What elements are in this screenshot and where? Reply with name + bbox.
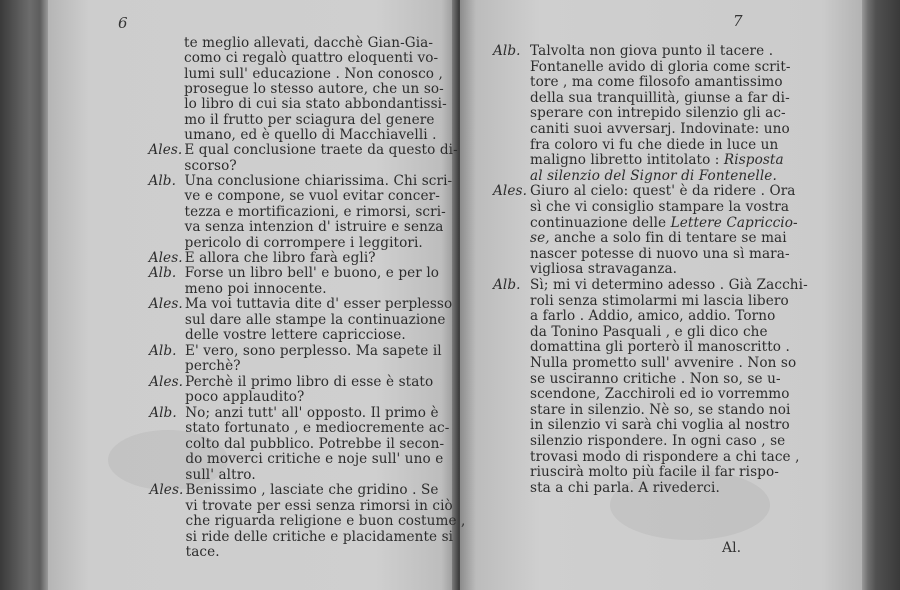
line-text: fra coloro vi fu che diede in luce un (530, 136, 779, 153)
line-text: Una conclusione chiarissima. Chi scri- (184, 173, 453, 190)
text-line (149, 405, 438, 422)
line-text: do moverci critiche e noje sull' uno e (185, 451, 444, 468)
line-text: della sua tranquillità, giunse a far di- (530, 89, 790, 106)
text-line (530, 90, 790, 107)
text-line (530, 464, 779, 481)
line-text: Sì; mi vi determino adesso . Già Zacchi- (530, 277, 808, 293)
line-text: colto dal pubblico. Potrebbe il secon- (185, 435, 445, 452)
text-line (530, 199, 789, 216)
text-line (530, 324, 768, 341)
line-text: E allora che libro farà egli? (184, 249, 376, 266)
text-line (185, 389, 304, 406)
line-text: ve e compone, se vuol evitar concer- (184, 188, 440, 205)
line-text: si ride delle critiche e placidamente si (185, 528, 454, 545)
line-text: lumi sull' educazione . Non conosco , (184, 65, 443, 82)
line-text: Fontanelle avido di gloria come scrit- (530, 58, 791, 75)
line-text: Forse un libro bell' e buono, e per lo (184, 265, 440, 282)
line-text: tore , ma come filosofo amantissimo (530, 74, 783, 91)
line-text: nascer potesse di nuovo una sì mara- (530, 245, 790, 262)
speaker-label: Ales. (148, 249, 183, 266)
text-line (530, 246, 790, 263)
italic-title: Lettere Capriccio- (670, 214, 798, 231)
line-text: che riguarda religione e buon costume , (185, 513, 466, 530)
line-text: continuazione delle (530, 214, 667, 231)
line-text: trovasi modo di rispondere a chi tace , (530, 448, 800, 465)
line-text: anche a solo fin di tentare se mai (549, 230, 787, 247)
text-line (186, 498, 453, 515)
line-text: vigliosa stravaganza. (530, 261, 678, 278)
line-text: sta a chi parla. A rivederci. (530, 479, 720, 496)
line-text: umano, ed è quello di Macchiavelli . (184, 126, 437, 143)
line-text: sperare con intrepido silenzio gli ac- (530, 105, 786, 122)
line-text: mo il frutto per sciagura del genere (184, 111, 435, 128)
line-text: maligno libretto intitolato : (530, 152, 720, 169)
line-text: No; anzi tutt' all' opposto. Il primo è (185, 404, 439, 421)
text-line (149, 482, 438, 499)
line-text: a farlo . Addio, amico, addio. Torno (530, 308, 776, 325)
line-text: Ma voi tuttavia dite d' esser perplesso (184, 296, 453, 313)
line-text: Nulla prometto sull' avvenire . Non so (530, 355, 797, 371)
text-line (530, 152, 784, 169)
line-text: va senza intenzion d' istruire e senza (184, 219, 444, 236)
speaker-label: Ales. (493, 183, 528, 200)
speaker-label: Alb. (149, 404, 177, 421)
line-text: como ci regalò quattro eloquenti vo- (184, 50, 439, 67)
speaker-label: Ales. (149, 482, 184, 499)
italic-title: se, (530, 230, 550, 247)
page-edge (862, 0, 900, 590)
line-text: da Tonino Pasquali , e gli dico che (530, 323, 768, 340)
text-line (530, 261, 677, 278)
text-line (530, 386, 790, 403)
speaker-label: Alb. (148, 265, 177, 282)
line-text: tezza e mortificazioni, e rimorsi, scri- (184, 203, 446, 220)
line-text: sì che vi consiglio stampare la vostra (530, 199, 790, 215)
line-text: prosegue lo stesso autore, che un so- (184, 80, 444, 97)
text-line (493, 277, 808, 294)
text-line (530, 433, 785, 450)
text-line (530, 308, 775, 325)
text-line (530, 417, 790, 434)
text-line (185, 467, 255, 484)
text-line (530, 105, 786, 122)
line-text: sull' altro. (185, 466, 256, 483)
text-line (530, 215, 798, 232)
line-text: scorso? (184, 157, 237, 174)
line-text: delle vostre lettere capricciose. (184, 327, 406, 344)
speaker-label: Ales. (149, 373, 184, 390)
text-line (530, 355, 796, 372)
speaker-label: Alb. (493, 277, 521, 293)
speaker-label: Alb. (493, 43, 521, 59)
right-page-number: 7 (733, 12, 743, 30)
line-text: Talvolta non giova punto il tacere . (530, 43, 774, 59)
text-line (185, 312, 446, 329)
line-text: domattina gli porterò il manoscritto . (530, 339, 790, 356)
text-line (530, 339, 790, 356)
catchword: Al. (722, 540, 742, 556)
line-text: te meglio allevati, dacchè Gian-Gia- (184, 35, 434, 51)
line-text: Perchè il primo libro di esse è stato (185, 373, 434, 390)
text-line (185, 436, 444, 453)
line-text: tace. (185, 544, 220, 561)
line-text: silenzio rispondere. In ogni caso , se (530, 433, 786, 449)
line-text: pericolo di corrompere i leggitori. (184, 234, 423, 251)
text-line (530, 230, 787, 247)
line-text: caniti suoi avversarj. Indovinate: uno (530, 121, 790, 137)
text-line (530, 293, 789, 310)
text-line (530, 449, 800, 466)
text-line (149, 343, 442, 360)
line-text: lo libro di cui sia stato abbondantissi- (184, 96, 447, 113)
italic-title: Risposta (723, 152, 784, 169)
speaker-label: Alb. (149, 342, 177, 359)
speaker-label: Ales. (148, 296, 183, 313)
line-text: E qual conclusione traete da questo di- (184, 142, 458, 159)
line-text: meno poi innocente. (184, 280, 327, 297)
line-text: E' vero, sono perplesso. Ma sapete il (185, 342, 442, 359)
italic-title: al silenzio del Signor di Fontenelle. (530, 167, 777, 184)
text-line (186, 513, 466, 530)
text-line (530, 74, 783, 91)
text-line (530, 121, 790, 138)
text-line (149, 374, 433, 391)
text-line (186, 544, 220, 561)
text-line (530, 402, 791, 419)
text-line (493, 43, 773, 60)
text-line (530, 168, 777, 185)
line-text: scendone, Zacchiroli ed io vorremmo (530, 386, 790, 403)
text-line (185, 451, 443, 468)
line-text: roli senza stimolarmi mi lascia libero (530, 292, 789, 309)
line-text: Giuro al cielo: quest' è da ridere . Ora (530, 183, 796, 200)
line-text: se usciranno critiche . Non so, se u- (530, 370, 781, 387)
text-line (530, 59, 791, 76)
line-text: vi trovate per essi senza rimorsi in ciò (185, 497, 453, 514)
text-line (530, 137, 778, 154)
text-line (185, 420, 449, 437)
speaker-label: Alb. (148, 173, 177, 190)
line-text: perchè? (185, 358, 241, 375)
line-text: riuscirà molto più facile il far rispo- (530, 464, 779, 481)
left-page-number: 6 (118, 14, 128, 32)
line-text: Benissimo , lasciate che gridino . Se (185, 482, 439, 499)
text-line (185, 281, 327, 298)
speaker-label: Ales. (148, 142, 183, 159)
text-line (493, 183, 796, 200)
line-text: in silenzio vi sarà chi voglia al nostro (530, 417, 790, 434)
text-line (186, 529, 454, 546)
text-line (530, 371, 781, 388)
line-text: stare in silenzio. Nè so, se stando noi (530, 401, 791, 418)
line-text: stato fortunato , e mediocremente ac- (185, 420, 450, 436)
line-text: poco applaudito? (185, 389, 305, 406)
text-line (185, 358, 241, 375)
text-line (185, 327, 406, 344)
text-line (149, 296, 452, 313)
text-line (530, 480, 720, 497)
line-text: sul dare alle stampe la continuazione (184, 311, 446, 328)
